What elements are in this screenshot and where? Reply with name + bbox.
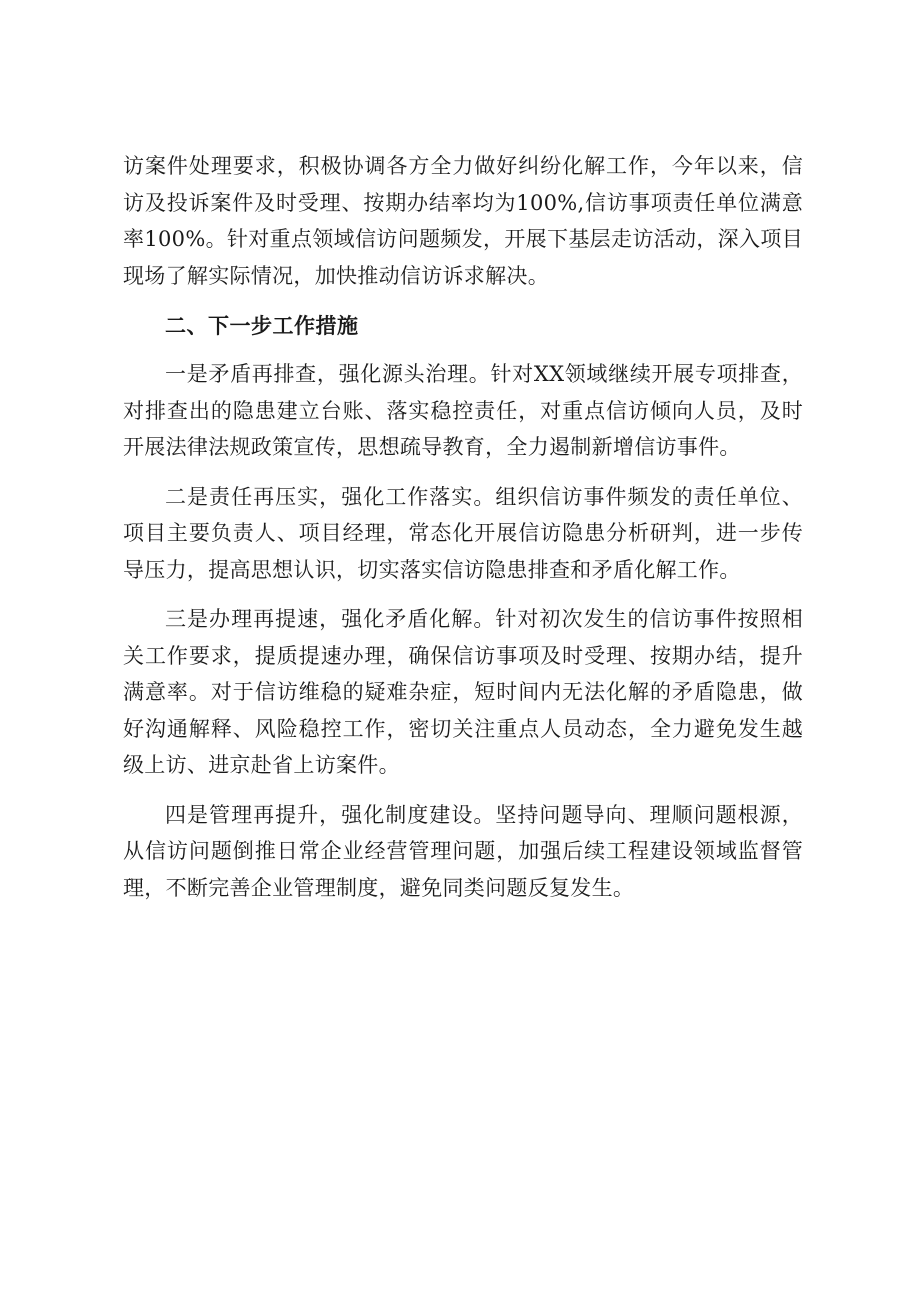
section-heading: 二、下一步工作措施 — [165, 314, 359, 338]
measure-paragraph-2: 二是责任再压实，强化工作落实。组织信访事件频发的责任单位、项目主要负责人、项目经理，常态化开展信访隐患分析研判，进一步传导压力，提高思想认识，切实落实信访隐患排查和矛盾化解工作。 — [123, 484, 803, 582]
measure-paragraph-3: 三是办理再提速，强化矛盾化解。针对初次发生的信访事件按照相关工作要求，提质提速办理，确保信访事项及时受理、按期办结，提升满意率。对于信访维稳的疑难杂症，短时间内无法化解的矛盾隐患，做好沟通解释、风险稳控工作，密切关注重点人员动态，全力避免发生越级上访、进京赴省上访案件。 — [123, 607, 803, 777]
document-page — [123, 148, 803, 906]
intro-paragraph: 访案件处理要求，积极协调各方全力做好纠纷化解工作，今年以来，信访及投诉案件及时受理、按期办结率均为100%,信访事项责任单位满意率100%。针对重点领域信访问题频发，开展下基层走访活动，深入项目现场了解实际情况，加快推动信访诉求解决。 — [123, 154, 803, 288]
measure-paragraph-1: 一是矛盾再排查，强化源头治理。针对XX领域继续开展专项排查，对排查出的隐患建立台账、落实稳控责任，对重点信访倾向人员，及时开展法律法规政策宣传，思想疏导教育，全力遏制新增信访事件。 — [123, 362, 803, 459]
measure-paragraph-4: 四是管理再提升，强化制度建设。坚持问题导向、理顺问题根源，从信访问题倒推日常企业经营管理问题，加强后续工程建设领域监督管理，不断完善企业管理制度，避免同类问题反复发生。 — [123, 802, 803, 900]
